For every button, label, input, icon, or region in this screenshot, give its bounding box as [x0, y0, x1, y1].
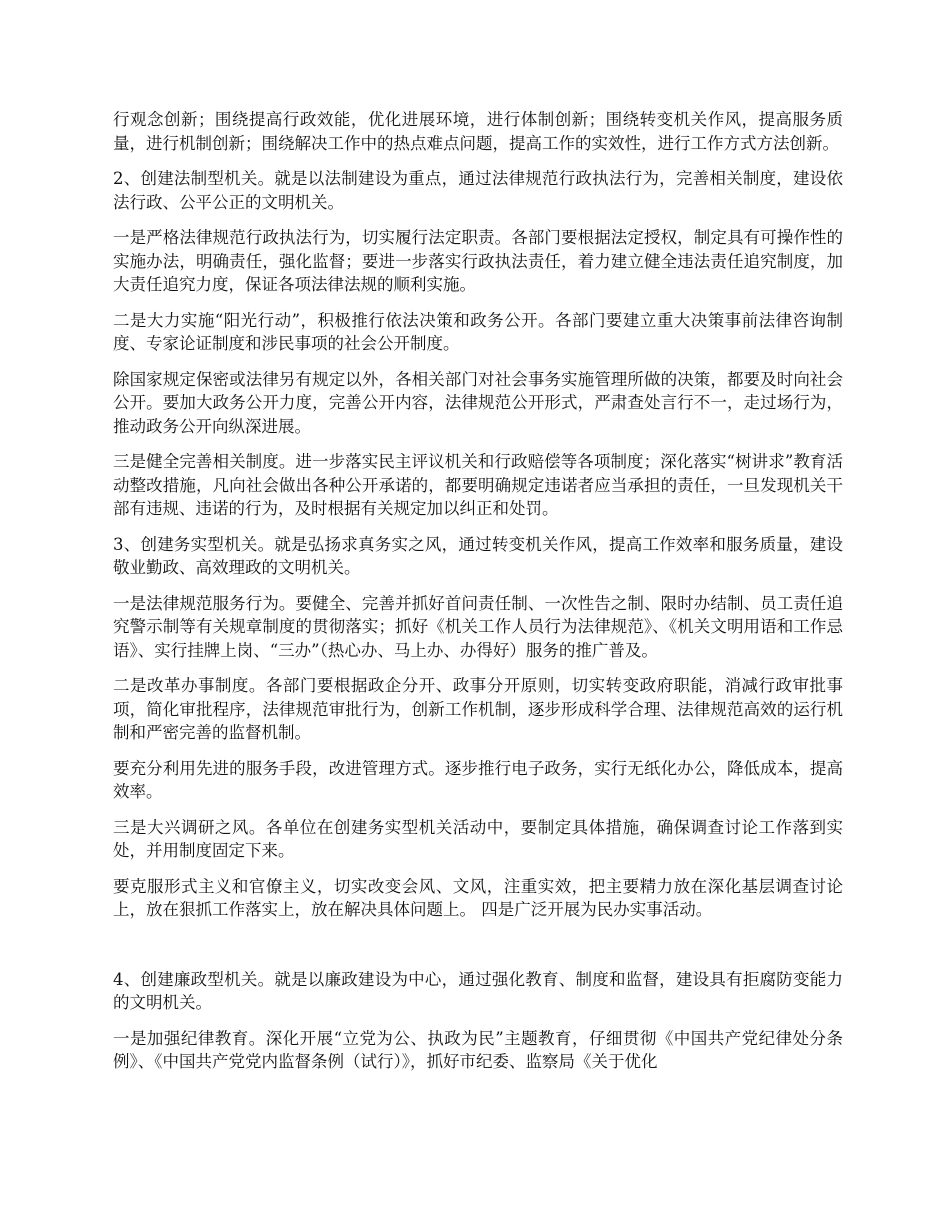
paragraph-service-conduct: 一是法律规范服务行为。要健全、完善并抓好首问责任制、一次性告之制、限时办结制、员工责任追究警示制等有关规章制度的贯彻落实；抓好《机关工作人员行为法律规范》、《机关文明用语和工作忌语》、实行挂牌上岗、“三办”（热心办、马上办、办得好）服务的推广普及。 [113, 593, 843, 660]
paragraph-e-government: 要充分利用先进的服务手段，改进管理方式。逐步推行电子政务，实行无纸化办公，降低成本，提高效率。 [113, 758, 843, 801]
paragraph-integrity-heading: 4、创建廉政型机关。就是以廉政建设为中心，通过强化教育、制度和监督，建设具有拒腐防变能力的文明机关。 [113, 969, 843, 1012]
paragraph-reform-procedures: 二是改革办事制度。各部门要根据政企分开、政事分开原则，切实转变政府职能，消减行政审批事项，简化审批程序，法律规范审批行为，创新工作机制，逐步形成科学合理、法律规范高效的运行机制和严密完善的监督机制。 [113, 676, 843, 742]
paragraph-innovation: 行观念创新；围绕提高行政效能，优化进展环境，进行体制创新；围绕转变机关作风，提高服务质量，进行机制创新；围绕解决工作中的热点难点问题，提高工作的实效性，进行工作方式方法创新。 [113, 110, 843, 153]
paragraph-sunshine-action: 二是大力实施“阳光行动”，积极推行依法决策和政务公开。各部门要建立重大决策事前法律咨询制度、专家论证制度和涉民事项的社会公开制度。 [113, 310, 843, 353]
paragraph-discipline-education: 一是加强纪律教育。深化开展“立党为公、执政为民”主题教育，仔细贯彻《中国共产党纪律处分条例》、《中国共产党党内监督条例（试行）》，抓好市纪委、监察局《关于优化 [113, 1028, 843, 1071]
document-body [113, 108, 843, 1086]
paragraph-improve-systems: 三是健全完善相关制度。进一步落实民主评议机关和行政赔偿等各项制度；深化落实“树讲求”教育活动整改措施，凡向社会做出各种公开承诺的，都要明确规定违诺者应当承担的责任，一旦发现机关干部有违规、违诺的行为，及时根据有关规定加以纠正和处罚。 [113, 452, 843, 518]
paragraph-public-disclosure: 除国家规定保密或法律另有规定以外，各相关部门对社会事务实施管理所做的决策，都要及时向社会公开。要加大政务公开力度，完善公开内容，法律规范公开形式，严肃查处言行不一，走过场行为，推动政务公开向纵深进展。 [113, 369, 843, 436]
paragraph-rule-of-law-heading: 2、创建法制型机关。就是以法制建设为重点，通过法律规范行政执法行为，完善相关制度，建设依法行政、公平公正的文明机关。 [113, 169, 843, 212]
paragraph-formalism: 要克服形式主义和官僚主义，切实改变会风、文风，注重实效，把主要精力放在深化基层调查讨论上，放在狠抓工作落实上，放在解决具体问题上。 四是广泛开展为民办实事活动。 [113, 876, 843, 919]
paragraph-pragmatic-heading: 3、创建务实型机关。就是弘扬求真务实之风，通过转变机关作风，提高工作效率和服务质量，建设敬业勤政、高效理政的文明机关。 [113, 534, 843, 577]
paragraph-research: 三是大兴调研之风。各单位在创建务实型机关活动中，要制定具体措施，确保调查讨论工作落到实处，并用制度固定下来。 [113, 817, 843, 860]
paragraph-law-enforcement: 一是严格法律规范行政执法行为，切实履行法定职责。各部门要根据法定授权，制定具有可操作性的实施办法，明确责任，强化监督；要进一步落实行政执法责任，着力建立健全违法责任追究制度，加大责任追究力度，保证各项法律法规的顺利实施。 [113, 228, 843, 294]
